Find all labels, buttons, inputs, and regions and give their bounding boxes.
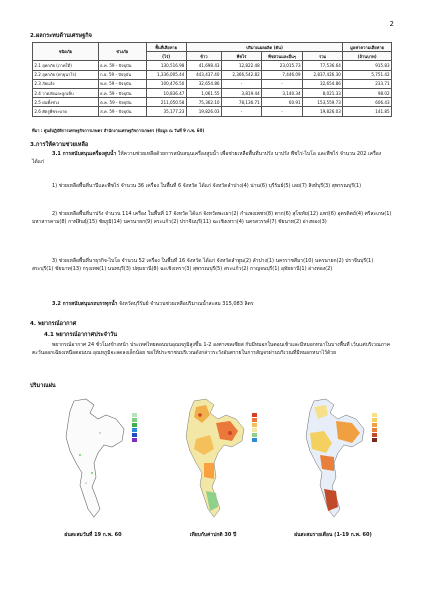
paragraph-3-2-text: จังหวัดบุรีรัมย์ จำนวนช่วยเหลือปริมาณน้ำสะสม 315,083 ลิตร [119,301,254,307]
cell-horti: - [262,79,303,88]
col-header-value-unit: (ล้านบาท) [343,52,392,61]
cell-period: ธ.ค. 59 - ปัจจุบัน [98,88,146,97]
paragraph-3-1-text: ให้ความช่วยเหลือด้วยการสนับสนุนเครื่องสูบน้ำ เพื่อช่วยเหลือพื้นที่นาปรัง นาปรัง พืชไร่-ไบโอ และพืชไร่ จำนวน 202 เครื่อง ได้แก่ [32,151,382,165]
page-number: 2 [389,20,394,28]
paragraph-3-1-lead: 3.1 การสนับสนุนเครื่องสูบน้ำ [52,151,117,157]
table-row [33,79,392,88]
map-caption-daily: ฝนสะสมวันที่ 19 ก.พ. 60 [64,532,122,538]
assistance-item-2: 2) ช่วยเหลือพื้นที่นาปรัง จำนวน 114 เครื่อง ในพื้นที่ 17 จังหวัด ได้แก่ จังหวัดพะเยา(2) กำแพงเพชร(8) ตาก(6) สุโขทัย(12) แพร่(6) อุตรดิตถ์(4) ศรีสะเกษ(1) มหาสารคาม(8) กาฬสินธุ์(15) ชัยภูมิ(14) นครนายก(9) สระแก้ว(2) ปราจีนบุรี(11) ฉะเชิงเทรา(4) นครสวรรค์(7) ชัยนาท(2) อ่างทอง(3) [32,211,392,225]
paragraph-4-1: พยากรณ์อากาศ 24 ชั่วโมงข้างหน้า ประเทศไทยตอนบนอุณหภูมิสูงขึ้น 1-2 องศาเซลเซียส กับมีหมอกในตอนเช้าและมีหมอกหนาในบางพื้นที่ เว้นแต่บริเวณภาคตะวันออกเฉียงเหนือตอนบน อุณหภูมิจะลดลงเล็กน้อย ขอให้ประชาชนบริเวณดังกล่าวระวังอันตรายในการสัญจรผ่านบริเวณที่มีหมอกหนาไว้ด้วย [32,342,391,356]
table-row [33,107,392,116]
cell-value: 233.71 [343,79,392,88]
cell-rice: 1,061.55 [186,88,221,97]
map-caption-compare: เทียบกับค่าปกติ 30 ปี [189,532,237,538]
table-row [33,70,392,79]
map-compare-normal [160,393,266,538]
col-header-horticulture: พืชสวนและอื่นๆ [262,52,303,61]
cell-type: 2.1 อุทกภัย (ภาคใต้) [33,61,99,70]
table-row [33,61,392,70]
cell-value: 915.83 [343,61,392,70]
cell-type: 2.5 ฝนทิ้งช่วง [33,98,99,107]
cell-horti: 23,015.73 [262,61,303,70]
col-header-quantity: ปริมาณผลผลิต (ตัน) [186,43,342,52]
cell-field: 3,819.44 [221,88,261,97]
table-row [33,98,392,107]
cell-value: 141.85 [343,107,392,116]
cell-rice: 75,362.10 [186,98,221,107]
col-header-area-unit: (ไร่) [146,52,186,61]
assistance-item-1: 1) ช่วยเหลือพื้นที่นาปีและพืชไร่ จำนวน 36 เครื่อง ในพื้นที่ 6 จังหวัด ได้แก่ จังหวัดลำปาง(4) น่าน(6) บุรีรัมย์(5) เลย(7) สิงห์บุรี(3) สุพรรณบุรี(1) [52,183,362,189]
cell-total: 32,654.86 [303,79,343,88]
cell-period: ส.ค. 59 - ปัจจุบัน [98,107,146,116]
cell-area: 1,336,005.44 [146,70,186,79]
cell-type: 2.3 ภัยแล้ง [33,79,99,88]
cell-period: ต.ค. 59 - ปัจจุบัน [98,98,146,107]
cell-total: 153,559.73 [303,98,343,107]
cell-horti: 60.91 [262,98,303,107]
col-header-field-crops: พืชไร่ [221,52,261,61]
col-header-rice: ข้าว [186,52,221,61]
col-header-total: รวม [303,52,343,61]
thailand-map-daily [40,393,146,525]
cell-field: - [221,79,261,88]
section-2-title: 2.ผลกระทบด้านเศรษฐกิจ [30,33,92,39]
cell-rice: 41,698.43 [186,61,221,70]
paragraph-3-2 [32,301,392,309]
map-daily-rainfall [40,393,146,538]
rainfall-label: ปริมาณฝน [30,383,56,389]
section-4-title: 4. พยากรณ์อากาศ [30,321,77,327]
table-row [33,88,392,97]
cell-field: - [221,107,261,116]
map-caption-monthly: ฝนสะสมรายเดือน (1-19 ก.พ. 60) [294,532,372,538]
cell-total: 19,826.03 [303,107,343,116]
cell-field: 12,822.48 [221,61,261,70]
cell-value: 98.02 [343,88,392,97]
paragraph-3-2-lead: 3.2 การสนับสนุนรถบรรทุกน้ำ [52,301,118,307]
cell-area: 35,177.23 [146,107,186,116]
col-header-type: ชนิดภัย [33,43,99,61]
cell-total: 77,536.64 [303,61,343,70]
cell-area: 10,836.47 [146,88,186,97]
cell-type: 2.4 วาตภัยและลูกเห็บ [33,88,99,97]
cell-rice: 443,437.40 [186,70,221,79]
cell-period: พ.ย. 59 - ปัจจุบัน [98,79,146,88]
table-source-note: ที่มา : ศูนย์ปฏิบัติการเศรษฐกิจการเกษตร สำนักงานเศรษฐกิจการเกษตร (ข้อมูล ณ วันที่ 9 ก.พ. 60) [32,128,205,133]
cell-field: 78,136.71 [221,98,261,107]
cell-area: 130,516.98 [146,61,186,70]
col-header-period: ช่วงภัย [98,43,146,61]
cell-horti: 3,140.34 [262,88,303,97]
economic-impact-table [32,42,392,117]
cell-horti: - [262,107,303,116]
cell-area: 211,050.58 [146,98,186,107]
section-3-title: 3.การให้ความช่วยเหลือ [30,142,89,148]
cell-rice: 19,826.03 [186,107,221,116]
cell-field: 2,366,542.82 [221,70,261,79]
cell-period: ธ.ค. 59 - ปัจจุบัน [98,61,146,70]
paragraph-3-1 [32,151,392,166]
map-monthly-rainfall [280,393,386,538]
cell-total: 8,021.33 [303,88,343,97]
thailand-map-monthly [280,393,386,525]
rainfall-maps [40,393,390,543]
assistance-item-3: 3) ช่วยเหลือพื้นที่นาธุรกิจ-ไบโอ จำนวน 52 เครื่อง ในพื้นที่ 16 จังหวัด ได้แก่ จังหวัดลำพูน(2) ลำปาง(1) นครราชสีมา(10) นครนายก(2) ปราจีนบุรี(1) สระบุรี(1) ชัยนาท(13) กรุงเทพ(1) นนทบุรี(3) ปทุมธานี(8) ฉะเชิงเทรา(3) สุพรรณบุรี(5) สระแก้ว(2) กาญจนบุรี(1) อุทัยธานี(1) อ่างทอง(2) [32,258,374,272]
thailand-map-compare [160,393,266,525]
cell-area: 100,476.50 [146,79,186,88]
col-header-area: พื้นที่เสียหาย [146,43,186,52]
section-4-1-title: 4.1 พยากรณ์อากาศประจำวัน [44,332,118,338]
col-header-value: มูลค่าความเสียหาย [343,43,392,52]
cell-total: 2,837,426.30 [303,70,343,79]
cell-value: 606.43 [343,98,392,107]
cell-value: 5,751.42 [343,70,392,79]
cell-period: ก.ย. 59 - ปัจจุบัน [98,70,146,79]
cell-rice: 32,654.86 [186,79,221,88]
cell-type: 2.2 อุทกภัย (พายุนาโร) [33,70,99,79]
cell-type: 2.6 ศัตรูพืชระบาด [33,107,99,116]
cell-horti: 7,446.09 [262,70,303,79]
